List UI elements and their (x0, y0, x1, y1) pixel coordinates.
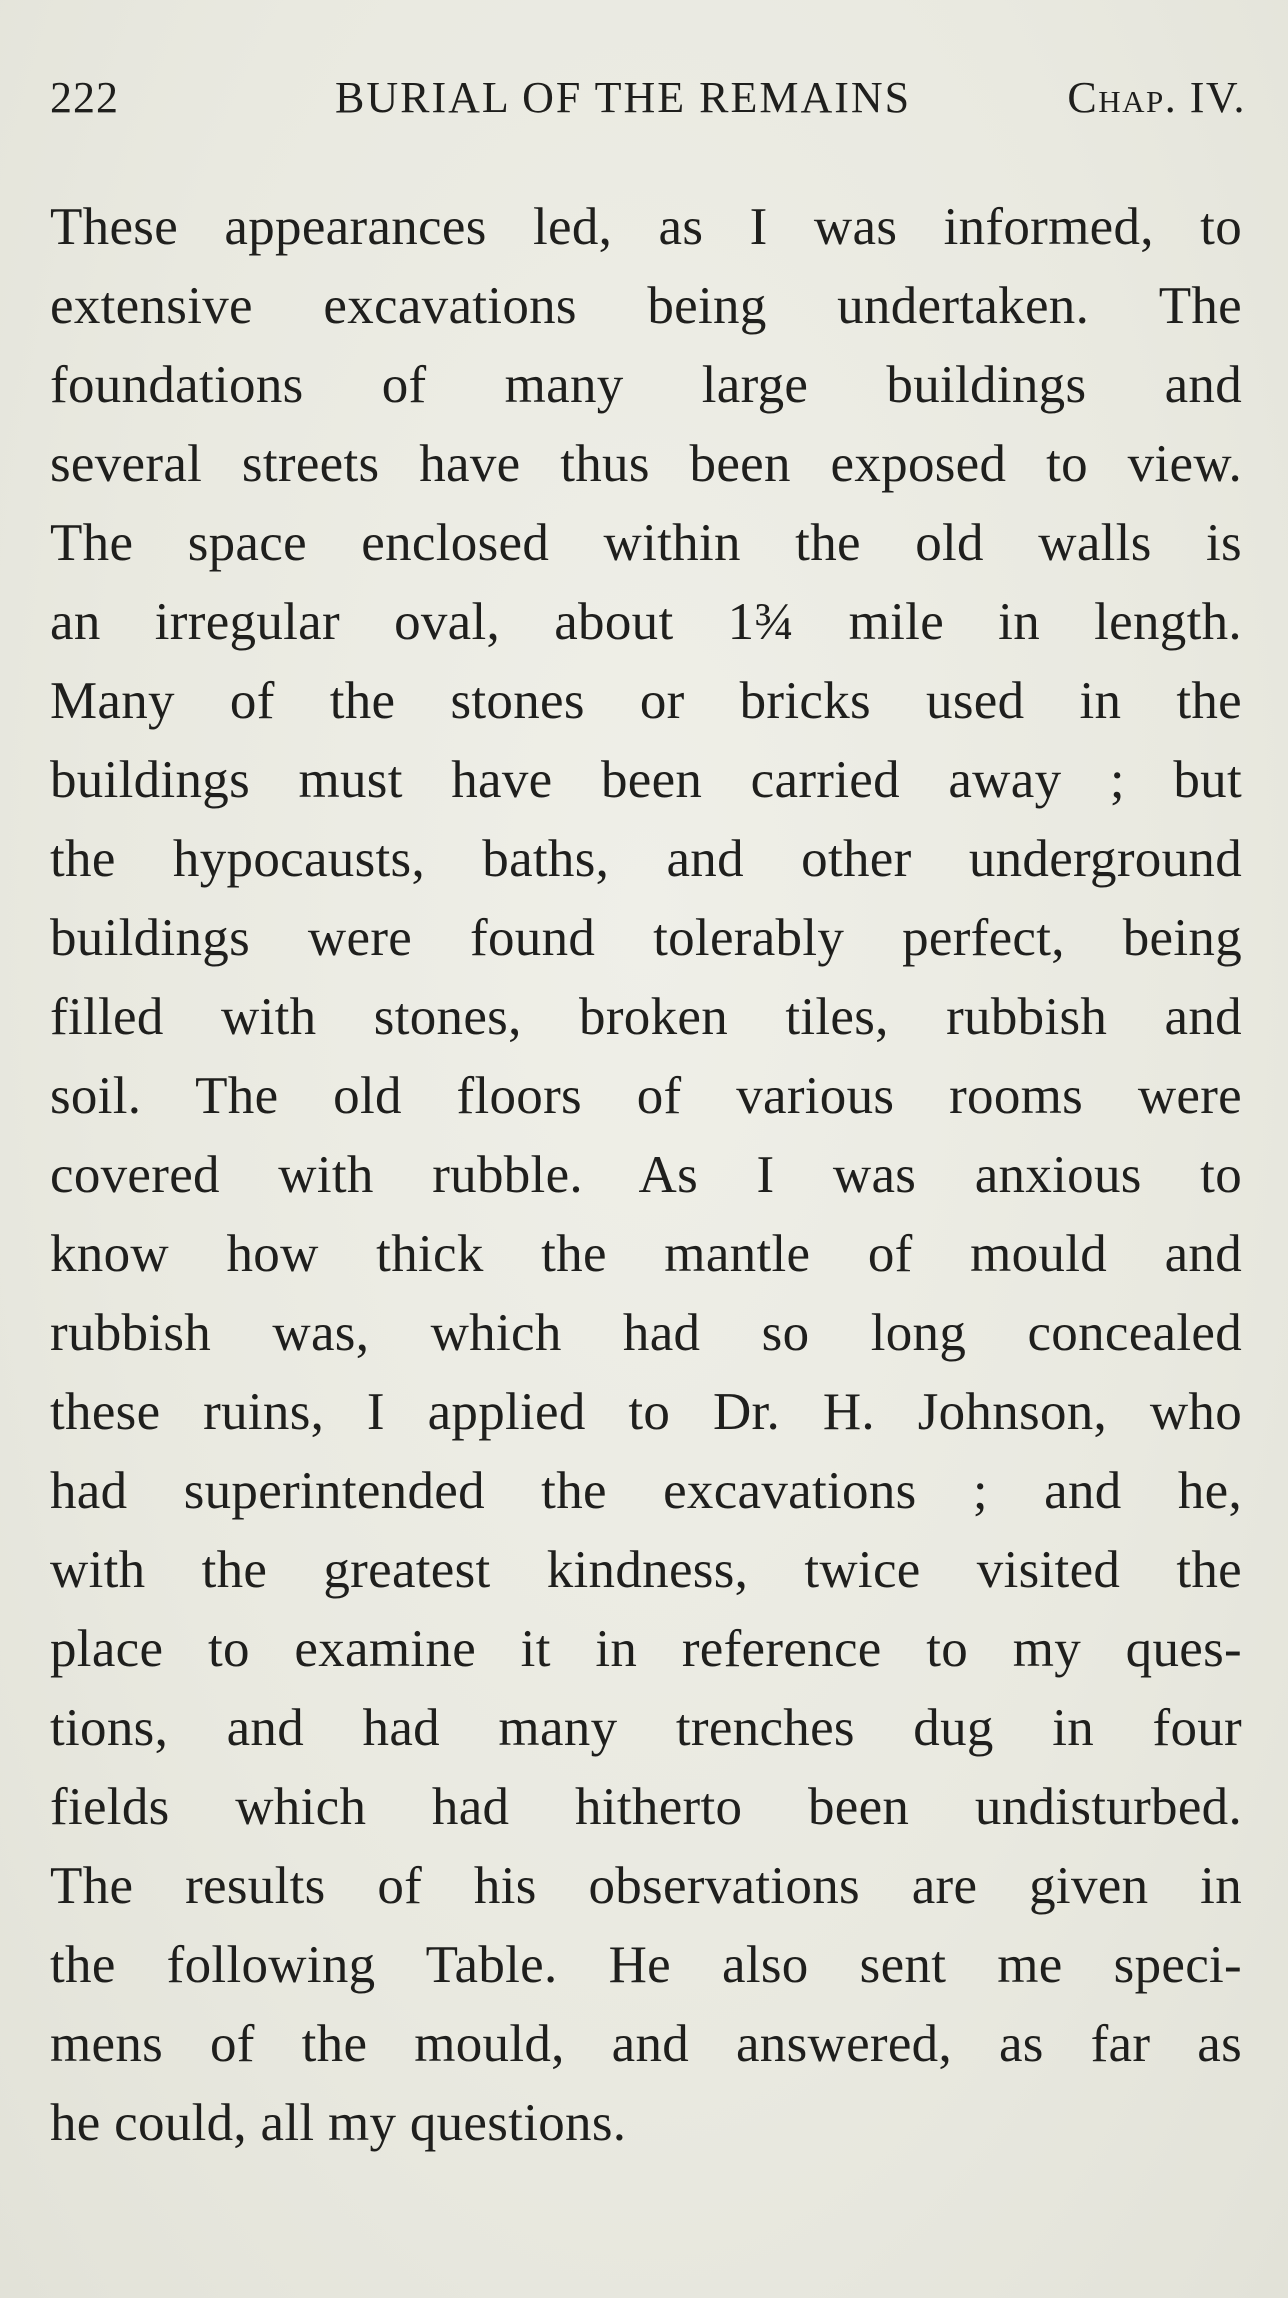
page-number: 222 (50, 73, 119, 122)
body-text (50, 188, 1242, 2163)
text-line: rubbish was, which had so long concealed (50, 1304, 1242, 1362)
text-line: fields which had hitherto been undisturbed. (50, 1778, 1242, 1836)
text-line: an irregular oval, about 1¾ mile in length. (50, 593, 1242, 651)
text-line: these ruins, I applied to Dr. H. Johnson, who (50, 1383, 1242, 1441)
text-line: The space enclosed within the old walls is (50, 514, 1242, 572)
text-line: several streets have thus been exposed to view. (50, 435, 1242, 493)
text-line: know how thick the mantle of mould and (50, 1225, 1242, 1283)
text-line: the following Table. He also sent me speci- (50, 1936, 1242, 1994)
text-line: foundations of many large buildings and (50, 356, 1242, 414)
running-head (50, 68, 1246, 128)
text-line: tions, and had many trenches dug in four (50, 1699, 1242, 1757)
text-line: place to examine it in reference to my ques- (50, 1620, 1242, 1678)
text-line: Many of the stones or bricks used in the (50, 672, 1242, 730)
chapter-label: Chap. IV. (1067, 73, 1246, 122)
text-line: had superintended the excavations ; and he, (50, 1462, 1242, 1520)
text-line: mens of the mould, and answered, as far as (50, 2015, 1242, 2073)
text-line: the hypocausts, baths, and other underground (50, 830, 1242, 888)
text-line: he could, all my questions. (50, 2094, 627, 2152)
text-line: covered with rubble. As I was anxious to (50, 1146, 1242, 1204)
text-line: soil. The old floors of various rooms were (50, 1067, 1242, 1125)
text-line: These appearances led, as I was informed, to (50, 198, 1242, 256)
text-line: buildings were found tolerably perfect, being (50, 909, 1242, 967)
text-line: with the greatest kindness, twice visited the (50, 1541, 1242, 1599)
text-line: buildings must have been carried away ; but (50, 751, 1242, 809)
running-title: BURIAL OF THE REMAINS (335, 73, 912, 122)
text-line: filled with stones, broken tiles, rubbish and (50, 988, 1242, 1046)
text-line: extensive excavations being undertaken. The (50, 277, 1242, 335)
text-line: The results of his observations are given in (50, 1857, 1242, 1915)
